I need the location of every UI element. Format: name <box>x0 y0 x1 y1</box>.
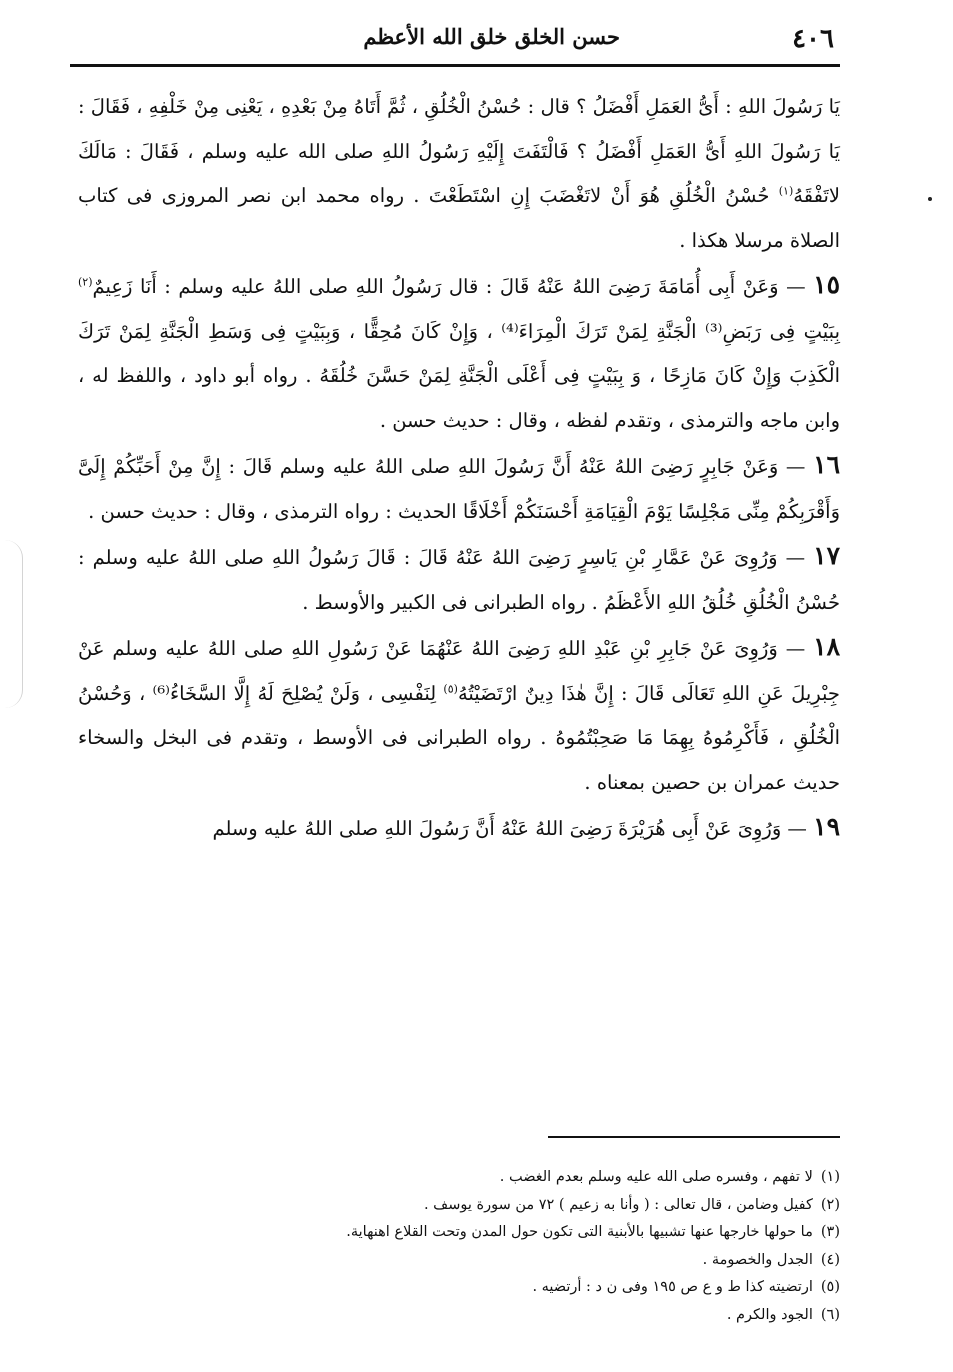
hadith-16 <box>78 443 840 534</box>
hadith-17 <box>78 534 840 625</box>
footnote-text: ما حولها خارجها عنها تشبيها بالأبنية التى تكون حول المدن وتحت القلاع اهنهاية. <box>346 1224 813 1240</box>
page-number: ٤٠٦ <box>792 24 834 54</box>
footnote-label: (٢) <box>820 1196 840 1213</box>
footnote-item <box>78 1219 840 1247</box>
page-header <box>78 18 840 60</box>
scan-speck <box>928 197 932 201</box>
hadith-15 <box>78 263 840 443</box>
footnote-text: لا تفهم ، وفسره صلى الله عليه وسلم بعدم الغضب . <box>499 1169 813 1185</box>
hadith-number: ١٥ <box>813 270 840 299</box>
footnote-separator <box>548 1136 840 1138</box>
paragraph-text-after: حُسْنُ الْخُلُقِ هُوَ أَنْ لاتَغْضَبَ إِنِ اسْتَطَعْتَ . رواه محمد ابن نصر المروزى فى كتاب الصلاة مرسلا هكذا . <box>78 184 840 252</box>
paragraph-text-after: بِبَيْتٍ فِى رَبَضِ⁽³⁾ الْجَنَّةِ لِمَنْ تَرَكَ الْمِرَاءَ⁽⁴⁾ ، وَإِنْ كَانَ مُحِقًّا ، وَبِبَيْتٍ فِى وَسَطِ الْجَنَّةِ لِمَنْ تَرَكَ الْكَذِبَ وَإِنْ كَانَ مَازِحًا ، وَ بِبَيْتٍ فِى أَعْلَى الْجَنَّةِ لِمَنْ حَسَّنَ خُلُقَهُ . رواه أبو داود ، واللفظ له ، وابن ماجه والترمذى ، وتقدم لفظه ، وقال : حديث حسن . <box>78 319 840 432</box>
page-body <box>78 85 840 852</box>
paragraph-text: — وَرُوِىَ عَنْ عَمَّارِ بْنِ يَاسِرٍ رَضِىَ اللهُ عَنْهُ قَالَ : قَالَ رَسُولُ اللهِ صلى اللهُ عليه وسلم : حُسْنُ الْخُلُقِ خُلُقُ اللهِ الأَعْظَمُ . رواه الطبرانى فى الكبير والأوسط . <box>78 546 840 614</box>
footnote-item <box>78 1274 840 1302</box>
footnote-item <box>78 1302 840 1330</box>
footnote-ref: (٢) <box>78 275 93 289</box>
hadith-19 <box>78 805 840 852</box>
paragraph-text: — وَرُوِىَ عَنْ جَابِرِ بْنِ عَبْدِ اللهِ رَضِىَ اللهُ عَنْهُمَا عَنْ رَسُولِ اللهِ صلى اللهُ عليه وسلم عَنْ جِبْرِيلَ عَنِ اللهِ تَعَالَى قَالَ : إِنَّ هٰذَا دِينٌ ارْتَضَيْتُهُ <box>78 637 840 705</box>
running-title: حسن الخلق خلق الله الأعظم <box>363 24 620 49</box>
footnote-text: الجدل والخصومة . <box>702 1251 813 1268</box>
paragraph-text-after: لِنَفْسِى ، وَلَنْ يُصْلِحَ لَهُ إِلَّا السَّخَاءُ⁽⁶⁾ ، وَحُسْنُ الْخُلُقِ ، فَأَكْرِمُوهُ بِهِمَا مَا صَحِبْتُمُوهُ . رواه الطبرانى فى الأوسط ، وتقدم فى البخل والسخاء حديث عمران بن حصين بمعناه . <box>78 681 840 794</box>
hadith-number: ١٨ <box>813 632 840 661</box>
footnote-label: (٥) <box>820 1279 840 1295</box>
footnote-text: الجود والكرم . <box>726 1306 813 1323</box>
footnote-label: (٣) <box>820 1224 840 1240</box>
footnotes-list <box>78 1164 840 1329</box>
paragraph-text: — وَعَنْ أَبِى أُمَامَةَ رَضِىَ اللهُ عَنْهُ قَالَ : قال رَسُولُ اللهِ صلى اللهُ عليه وسلم : أَنَا زَعِيمٌ <box>92 275 814 298</box>
footnote-text: كفيل وضامن ، قال تعالى : ( وأنا به زعيم ) ٧٢ من سورة يوسف . <box>423 1196 813 1213</box>
footnote-text: ارتضيته كذا ط و ع ص ١٩٥ وفى ن د : أرتضيه . <box>532 1279 813 1295</box>
book-page <box>78 18 840 1358</box>
hadith-number: ١٧ <box>813 541 840 570</box>
paragraph-text: — وَعَنْ جَابِرٍ رَضِىَ اللهُ عَنْهُ أَنَّ رَسُولَ اللهِ صلى اللهُ عليه وسلم قَالَ : إِنَّ مِنْ أَحَبِّكُمْ إِلَىَّ وَأَقْرَبِكُمْ مِنِّى مَجْلِسًا يَوْمَ الْقِيَامَةِ أَحْسَنَكُمْ أَخْلَاقًا الحديث : رواه الترمذى ، وقال : حديث حسن . <box>78 455 840 523</box>
footnote-label: (٦) <box>820 1306 840 1323</box>
hadith-number: ١٩ <box>813 812 840 841</box>
footnote-ref: (١) <box>778 184 794 198</box>
page-crease <box>0 540 23 708</box>
footnote-label: (١) <box>820 1169 840 1185</box>
header-rule <box>70 64 840 67</box>
footnote-item <box>78 1247 840 1275</box>
footnote-item <box>78 1192 840 1220</box>
paragraph-continuation <box>78 85 840 263</box>
hadith-18 <box>78 625 840 805</box>
footnote-item <box>78 1164 840 1192</box>
hadith-number: ١٦ <box>813 450 840 479</box>
footnote-ref: (٥) <box>443 682 458 695</box>
paragraph-text: — وَرُوِىَ عَنْ أَبِى هُرَيْرَةَ رَضِىَ اللهُ عَنْهُ أَنَّ رَسُولَ اللهِ صلى اللهُ عليه وسلم <box>212 817 814 840</box>
footnote-label: (٤) <box>820 1251 840 1268</box>
paragraph-text: يَا رَسُولَ اللهِ : أَىُّ العَمَلِ أَفْضَلُ ؟ قال : حُسْنُ الْخُلُقِ ، ثُمَّ أَتَاهُ مِنْ بَعْدِهِ ، يَعْنِى مِنْ خَلْفِهِ ، فَقَالَ : يَا رَسُولَ اللهِ أَىُّ العَمَلِ أَفْضَلُ ؟ فَالْتَفَتَ إِلَيْهِ رَسُولُ اللهِ صلى الله عليه وسلم ، فَقَالَ : مَالَكَ لاتَفْقَهُ <box>78 95 840 207</box>
